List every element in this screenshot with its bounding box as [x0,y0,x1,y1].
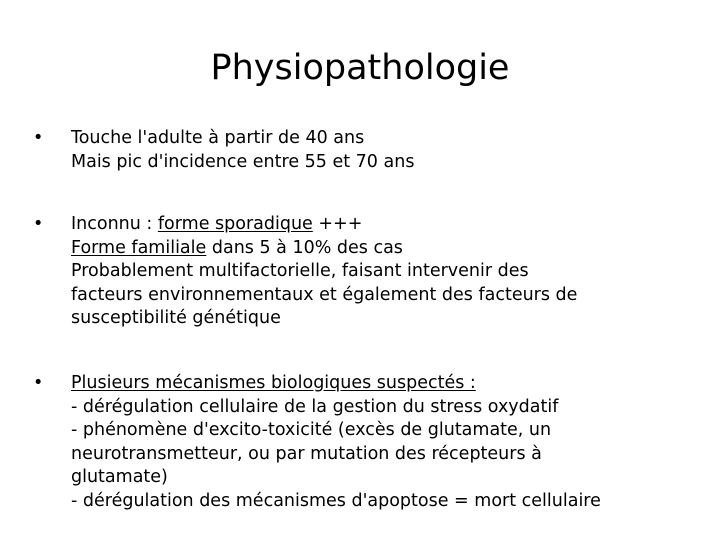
bullet-line [71,237,711,261]
bullet-icon: • [33,214,44,234]
bullet-line [71,213,711,237]
bullet-line: susceptibilité génétique [71,308,281,328]
bullet-icon: • [33,373,44,393]
underlined-term-familial: Forme familiale [71,237,207,258]
bullet-line: Touche l'adulte à partir de 40 ans [71,128,365,148]
bullet-suffix: +++ [312,214,363,234]
bullet-line: - dérégulation des mécanismes d'apoptose = mort cellulaire [71,490,601,511]
bullet-icon: • [33,128,44,148]
bullet-prefix: Inconnu : [71,214,158,234]
bullet-line: facteurs environnementaux et également des facteurs de [71,284,578,305]
bullet-line: - phénomène d'excito-toxicité (excès de glutamate, un [71,420,552,440]
bullet-line: - dérégulation cellulaire de la gestion du stress oxydatif [71,396,559,417]
bullet-line: Probablement multifactorielle, faisant intervenir des [71,261,529,281]
bullet-heading: Plusieurs mécanismes biologiques suspectés : [71,373,476,393]
bullet-line: glutamate) [71,467,168,487]
bullet-text [71,213,711,331]
underlined-term-sporadic: forme sporadique [157,214,313,234]
bullet-text [71,127,711,174]
slide-title: Physiopathologie [210,48,510,88]
bullet-line: neurotransmetteur, ou par mutation des récepteurs à [71,443,542,464]
bullet-suffix: dans 5 à 10% des cas [206,237,403,258]
bullet-text [71,372,711,513]
bullet-line: Mais pic d'incidence entre 55 et 70 ans [71,151,415,172]
